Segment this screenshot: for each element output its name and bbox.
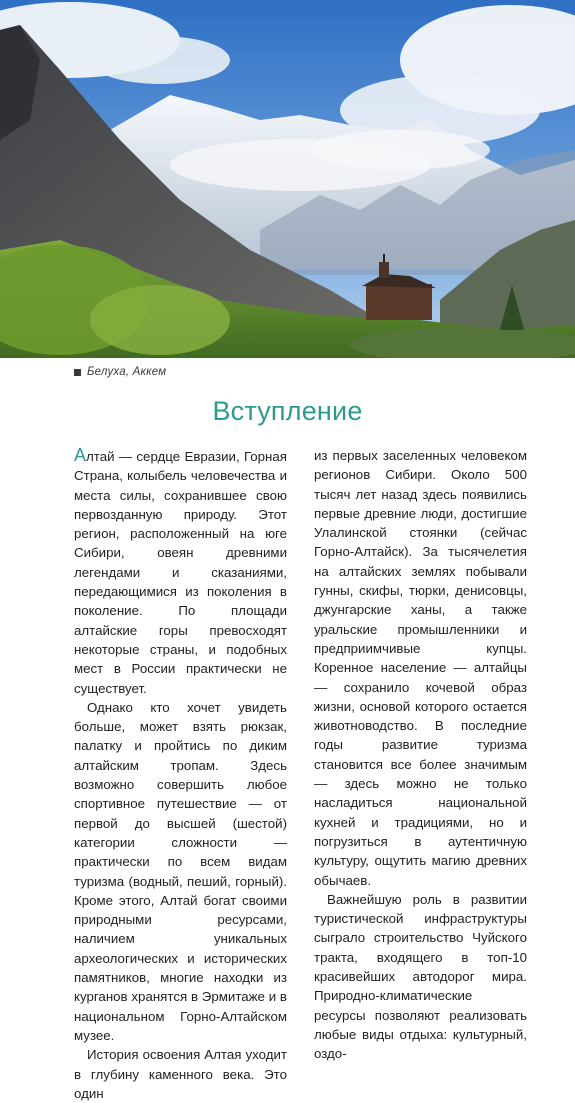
paragraph: История освоения Алтая уходит в глубину каменного века. Это один [74, 1047, 287, 1101]
mountain-landscape-photo [0, 0, 575, 358]
right-text-column [314, 446, 527, 1064]
paragraph: Однако кто хочет увидеть больше, может взять рюкзак, палатку и пройтись по диким алтайским тропам. Здесь возможно совершить любое спортивное путешествие — от первой до высшей (шестой) категории сложности — практически по всем видам туризма (водный, пеший, горный). Кроме этого, Алтай богат своими природными ресурсами, наличием уникальных археологических и исторических памятников, многие находки из курганов хранятся в Эрмитаже и в национальном Горно-Алтайском музее. [74, 699, 287, 1043]
section-title: Вступление [212, 396, 363, 426]
paragraph: из первых заселенных человеком регионов Сибири. Около 500 тысяч лет назад здесь появились первые древние люди, достигшие Улалинской стоянки (сейчас Горно-Алтайск). За тысячелетия на алтайских землях побывали гунны, скифы, тюрки, денисовцы, джунгарские ханы, а также уральские промышленники и предприимчивые купцы. Коренное население — алтайцы — сохранило кочевой образ жизни, основой которого остается животноводство. В последние годы развитие туризма становится все более значимым — здесь можно не только насладиться национальной кухней и традициями, но и погрузиться в аутентичную культуру, ощутить магию древних обычаев. [314, 448, 527, 888]
photo-caption [74, 364, 166, 380]
drop-cap: А [74, 445, 87, 465]
paragraph-intro: Алтай — сердце Евразии, Горная Страна, колыбель человечества и места силы, сохранившее свою первозданную природу. Этот регион, расположенный на юге Сибири, овеян древними легендами и сказаниями, передающимися из поколения в поколение. По площади алтайские горы превосходят некоторые страны, и подобных мест в России практически не существует. [74, 445, 287, 696]
caption-square-icon [74, 369, 81, 376]
paragraph: Важнейшую роль в развитии туристической инфраструктуры сыграло строительство Чуйского тракта, входящего в топ-10 красивейших автодорог мира. Природно-климатические ресурсы позволяют реализовать любые виды отдыха: культурный, оздо- [314, 891, 527, 1062]
left-text-column [74, 446, 287, 1103]
caption-text: Белуха, Аккем [87, 366, 167, 378]
